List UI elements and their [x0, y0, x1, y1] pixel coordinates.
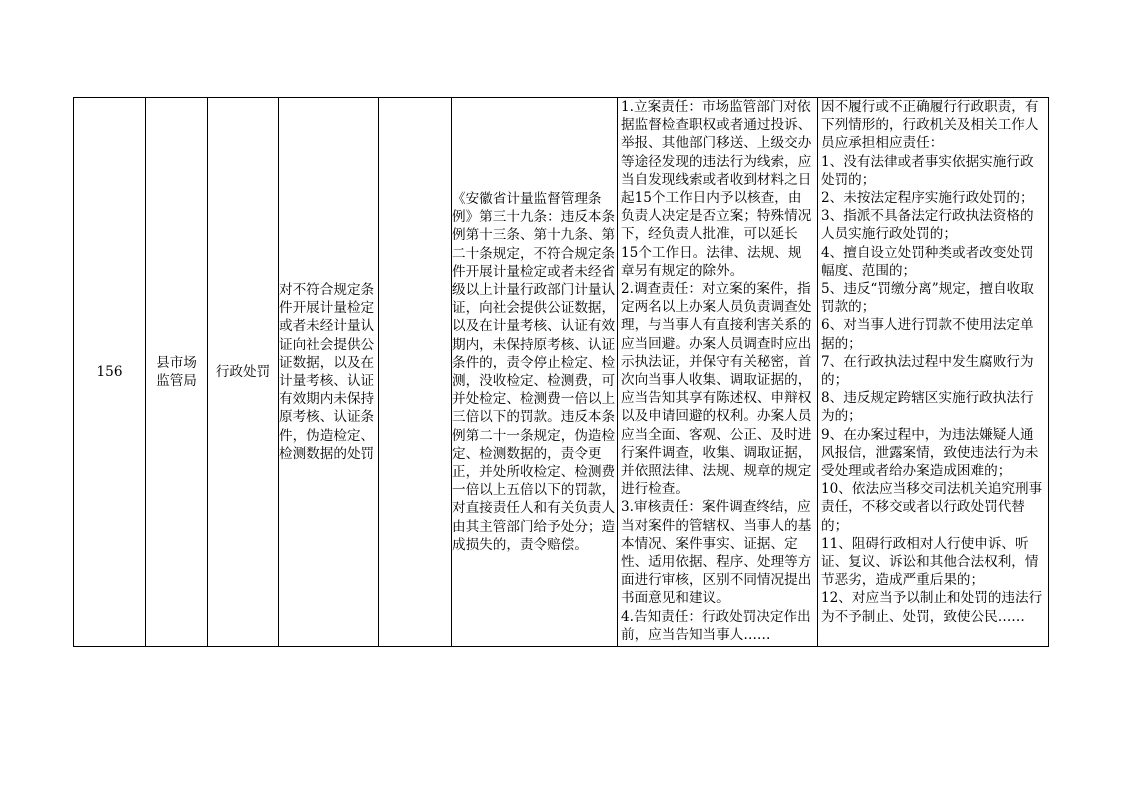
responsibility-text	[618, 98, 817, 646]
department-cell: 县市场监管局	[146, 98, 208, 647]
accountability-paragraph: 11、阻碍行政相对人行使申诉、听证、复议、诉讼和其他合法权利，情节恶劣，造成严重后果的；	[821, 535, 1039, 589]
accountability-paragraph: 3、指派不具备法定行政执法资格的人员实施行政处罚的；	[821, 208, 1034, 243]
accountability-paragraph: 10、依法应当移交司法机关追究刑事责任，不移交或者以行政处罚代替的；	[821, 481, 1043, 534]
responsibility-paragraph: 3.审核责任：案件调查终结，应当对案件的管辖权、当事人的基本情况、案件事实、证据、定性、适用依据、程序、处理等方面进行审核，区别不同情况提出书面意见和建议。	[621, 499, 812, 607]
responsibility-paragraph: 4.告知责任：行政处罚决定作出前，应当告知当事人……	[621, 608, 811, 643]
accountability-text	[818, 98, 1048, 646]
accountability-paragraph: 7、在行政执法过程中发生腐败行为的；	[821, 353, 1034, 389]
accountability-paragraph: 12、对应当予以制止和处罚的违法行为不予制止、处罚，致使公民……	[821, 590, 1043, 625]
responsibility-cell	[618, 98, 818, 647]
sub-item-cell	[379, 98, 452, 647]
item-name-cell: 对不符合规定条件开展计量检定或者未经计量认证向社会提供公证数据，以及在计量考核、认证有效期内未保持原考核、认证条件，伪造检定、检测数据的处罚	[279, 98, 379, 647]
responsibility-paragraph: 2.调查责任：对立案的案件，指定两名以上办案人员负责调查处理，与当事人有直接利害关系的应当回避。办案人员调查时应出示执法证，并保守有关秘密，首次向当事人收集、调取证据的，应当告知其享有陈述权、申辩权以及申请回避的权利。办案人员应当全面、客观、公正、及时进行案件调查，收集、调取证据，并依照法律、法规、规章的规定进行检查。	[621, 281, 812, 498]
power-list-table	[73, 97, 1049, 647]
accountability-paragraph: 2、未按法定程序实施行政处罚的；	[821, 190, 1034, 207]
accountability-paragraph: 4、擅自设立处罚种类或者改变处罚幅度、范围的；	[821, 244, 1034, 279]
accountability-paragraph: 6、对当事人进行罚款不使用法定单据的；	[821, 317, 1034, 352]
accountability-paragraph: 5、违反“罚缴分离”规定，擅自收取罚款的；	[821, 281, 1034, 316]
row-number: 156	[74, 98, 146, 647]
accountability-paragraph: 8、违反规定跨辖区实施行政执法行为的；	[821, 390, 1034, 425]
legal-basis-cell: 《安徽省计量监督管理条例》第三十九条：违反本条例第十三条、第十九条、第二十条规定，不符合规定条件开展计量检定或者未经省级以上计量行政部门计量认证，向社会提供公证数据，以及在计量考核、认证有效期内，未保持原考核、认证条件的，责令停止检定、检测，没收检定、检测费，可并处检定、检测费一倍以上三倍以下的罚款。违反本条例第二十一条规定，伪造检定、检测数据的，责令更正，并处所收检定、检测费一倍以上五倍以下的罚款，对直接责任人和有关负责人由其主管部门给予处分；造成损失的，责令赔偿。	[452, 98, 618, 647]
accountability-paragraph: 因不履行或不正确履行行政职责，有下列情形的，行政机关及相关工作人员应承担相应责任：	[821, 99, 1039, 152]
table-row	[74, 98, 1049, 647]
responsibility-paragraph: 1.立案责任：市场监管部门对依据监督检查职权或者通过投诉、举报、其他部门移送、上级交办等途径发现的违法行为线索，应当自发现线索或者收到材料之日起15个工作日内予以核查，由负责人决定是否立案；特殊情况下，经负责人批准，可以延长15个工作日。法律、法规、规章另有规定的除外。	[621, 99, 812, 279]
accountability-paragraph: 1、没有法律或者事实依据实施行政处罚的；	[821, 153, 1034, 188]
accountability-cell	[818, 98, 1049, 647]
power-type-cell: 行政处罚	[208, 98, 279, 647]
accountability-paragraph: 9、在办案过程中，为违法嫌疑人通风报信，泄露案情，致使违法行为未受处理或者给办案造成困难的；	[821, 426, 1039, 480]
